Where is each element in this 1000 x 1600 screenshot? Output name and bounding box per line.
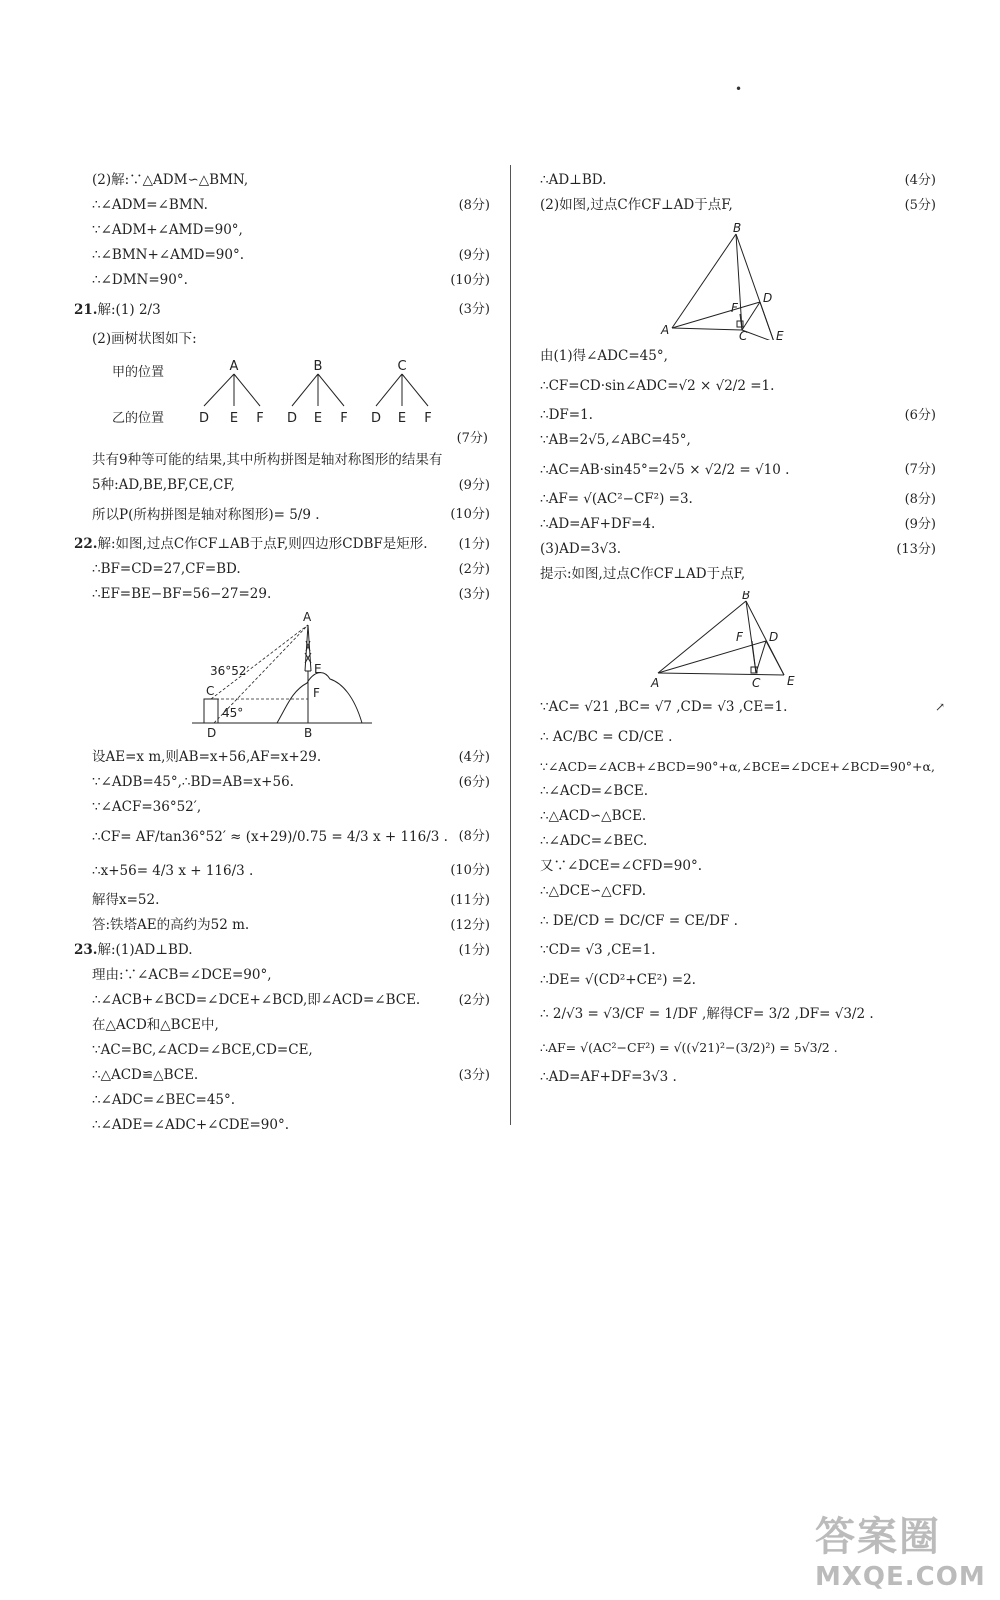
- solution-line: (2)解:∵△ADM∽△BMN,: [92, 172, 249, 188]
- solution-line: ∵∠ADB=45°,∴BD=AB=x+56. (6分): [92, 774, 490, 790]
- geometry-figure-3-svg: [540, 591, 936, 691]
- geometry-figure-2: [540, 222, 936, 340]
- tree-score: (7分): [456, 431, 488, 444]
- tree-root: A: [229, 359, 239, 374]
- left-column: [74, 168, 490, 1138]
- solution-line: 设AE=x m,则AB=x+56,AF=x+29. (4分): [92, 749, 490, 765]
- solution-line: ∴∠ADC=∠BEC.: [540, 833, 648, 849]
- fig2-label-d: D: [763, 291, 773, 305]
- solution-line: ∴AD⊥BD. (4分): [540, 172, 936, 188]
- tower-angle-label: 36°52′: [210, 664, 250, 678]
- solution-line: 又∵∠DCE=∠CFD=90°.: [540, 858, 702, 874]
- geometry-figure-2-svg: [540, 222, 936, 340]
- solution-line: 答:铁塔AE的高约为52 m. (12分): [92, 917, 490, 933]
- tree-leaf: E: [397, 411, 407, 426]
- solution-line: ∴△DCE∽△CFD.: [540, 883, 647, 899]
- scan-speck: ↗: [935, 700, 946, 714]
- solution-line: ∴AD=AF+DF=4. (9分): [540, 516, 936, 532]
- solution-line: ∴BF=CD=27,CF=BD. (2分): [92, 561, 490, 577]
- fig3-label-e: E: [787, 674, 795, 688]
- solution-line: 理由:∵∠ACB=∠DCE=90°,: [92, 967, 272, 983]
- solution-line: ∴∠ACD=∠BCE.: [540, 783, 649, 799]
- fig3-label-f: F: [736, 630, 743, 644]
- solution-line: ∴DF=1. (6分): [540, 407, 936, 423]
- solution-line: 5种:AD,BE,BF,CE,CF, (9分): [92, 477, 490, 493]
- tree-leaf: D: [286, 411, 298, 426]
- tower-label-d: D: [207, 726, 217, 740]
- solution-line: 所以P(所构拼图是轴对称图形)= 5/9 . (10分): [92, 507, 490, 523]
- scan-speck: •: [735, 82, 743, 96]
- watermark-top: 答案圈: [815, 1514, 941, 1560]
- fig2-label-f: F: [731, 301, 738, 315]
- tower-label-a: A: [303, 611, 312, 624]
- watermark: [815, 1505, 986, 1595]
- solution-line: ∵AC=BC,∠ACD=∠BCE,CD=CE,: [92, 1042, 313, 1058]
- solution-line: ∵∠ACF=36°52′,: [92, 799, 202, 815]
- tree-leaf: D: [198, 411, 210, 426]
- solution-line: ∴∠BMN+∠AMD=90°. (9分): [92, 247, 490, 263]
- tree-leaf: F: [340, 411, 348, 426]
- tree-leaf: D: [370, 411, 382, 426]
- question-number: 23.: [74, 942, 98, 958]
- tree-root: C: [397, 359, 407, 374]
- solution-line: (2)画树状图如下:: [92, 331, 197, 347]
- solution-line: ∵∠ACD=∠ACB+∠BCD=90°+α,∠BCE=∠DCE+∠BCD=90°+α,: [540, 759, 935, 774]
- solution-line: ∴AC=AB·sin45°=2√5 × √2/2 = √10 . (7分): [540, 462, 936, 478]
- tower-angle-label: 45°: [222, 706, 244, 720]
- column-divider: [510, 165, 511, 1125]
- solution-line: ∴AF= √(AC²−CF²) = √((√21)²−(3/2)²) = 5√3/2 .: [540, 1040, 838, 1055]
- question-number: 22.: [74, 536, 98, 552]
- question-number: 21.: [74, 302, 98, 318]
- solution-line: ∴CF=CD·sin∠ADC=√2 × √2/2 =1.: [540, 378, 775, 394]
- solution-line: ∵AC= √21 ,BC= √7 ,CD= √3 ,CE=1.: [540, 699, 788, 715]
- right-column: [540, 168, 936, 1090]
- solution-line: ∴ AC/BC = CD/CE .: [540, 729, 673, 745]
- tree-leaf: E: [313, 411, 323, 426]
- tower-label-c: C: [206, 684, 215, 698]
- solution-line: ∵∠ADM+∠AMD=90°,: [92, 222, 243, 238]
- fig2-label-a: A: [661, 323, 670, 337]
- fig2-label-b: B: [733, 222, 742, 235]
- solution-line: ∴△ACD≌△BCE. (3分): [92, 1067, 490, 1083]
- tower-label-e: E: [314, 662, 322, 676]
- solution-line: ∴x+56= 4/3 x + 116/3 . (10分): [92, 863, 490, 879]
- solution-line: 由(1)得∠ADC=45°,: [540, 348, 668, 364]
- tree-leaf: E: [229, 411, 239, 426]
- tower-label-f: F: [313, 686, 320, 700]
- tree-root: B: [313, 359, 323, 374]
- question-21-header: 21.解:(1) 2/3 (3分): [74, 302, 490, 318]
- fig2-label-e: E: [776, 329, 784, 340]
- solution-line: ∴∠ADE=∠ADC+∠CDE=90°.: [92, 1117, 290, 1133]
- tree-row2-label: 乙的位置: [111, 411, 165, 426]
- solution-line: ∵CD= √3 ,CE=1.: [540, 942, 656, 958]
- tree-leaf: F: [256, 411, 264, 426]
- tree-diagram-svg: [92, 356, 490, 444]
- geometry-figure-3: [540, 591, 936, 691]
- question-22-header: 22.解:如图,过点C作CF⊥AB于点F,则四边形CDBF是矩形. (1分): [74, 536, 490, 552]
- tower-figure: [92, 611, 490, 741]
- solution-line: ∴△ACD∽△BCE.: [540, 808, 647, 824]
- solution-line: (3)AD=3√3. (13分): [540, 541, 936, 557]
- fig3-label-c: C: [752, 676, 761, 690]
- solution-line: ∴∠ADC=∠BEC=45°.: [92, 1092, 236, 1108]
- solution-line: ∴∠ADM=∠BMN. (8分): [92, 197, 490, 213]
- solution-line: 在△ACD和△BCE中,: [92, 1017, 219, 1033]
- tree-leaf: F: [424, 411, 432, 426]
- fig3-label-d: D: [769, 630, 779, 644]
- question-23-header: 23.解:(1)AD⊥BD. (1分): [74, 942, 490, 958]
- solution-line: ∴ DE/CD = DC/CF = CE/DF .: [540, 913, 738, 929]
- solution-line: 提示:如图,过点C作CF⊥AD于点F,: [540, 566, 746, 582]
- solution-line: ∴∠ACB+∠BCD=∠DCE+∠BCD,即∠ACD=∠BCE. (2分): [92, 992, 490, 1008]
- tower-figure-svg: [92, 611, 490, 741]
- tree-diagram: [92, 356, 490, 444]
- solution-line: ∴DE= √(CD²+CE²) =2.: [540, 972, 696, 988]
- tower-label-b: B: [304, 726, 313, 740]
- solution-line: ∵AB=2√5,∠ABC=45°,: [540, 432, 691, 448]
- solution-line: ∴EF=BE−BF=56−27=29. (3分): [92, 586, 490, 602]
- fig2-label-c: C: [739, 329, 748, 340]
- fig3-label-a: A: [651, 676, 660, 690]
- fig3-label-b: B: [742, 591, 751, 602]
- tree-row1-label: 甲的位置: [111, 365, 165, 380]
- solution-line: ∴AD=AF+DF=3√3 .: [540, 1069, 677, 1085]
- solution-line: (2)如图,过点C作CF⊥AD于点F, (5分): [540, 197, 936, 213]
- solution-line: 共有9种等可能的结果,其中所构拼图是轴对称图形的结果有: [92, 452, 443, 468]
- solution-line: 解得x=52. (11分): [92, 892, 490, 908]
- solution-line: ∴CF= AF/tan36°52′ ≈ (x+29)/0.75 = 4/3 x + 116/3 . (8分): [92, 829, 490, 845]
- solution-line: ∴∠DMN=90°. (10分): [92, 272, 490, 288]
- watermark-bottom: MXQE.COM: [815, 1562, 986, 1592]
- solution-line: ∴AF= √(AC²−CF²) =3. (8分): [540, 491, 936, 507]
- solution-line: ∴ 2/√3 = √3/CF = 1/DF ,解得CF= 3/2 ,DF= √3/2 .: [540, 1006, 874, 1022]
